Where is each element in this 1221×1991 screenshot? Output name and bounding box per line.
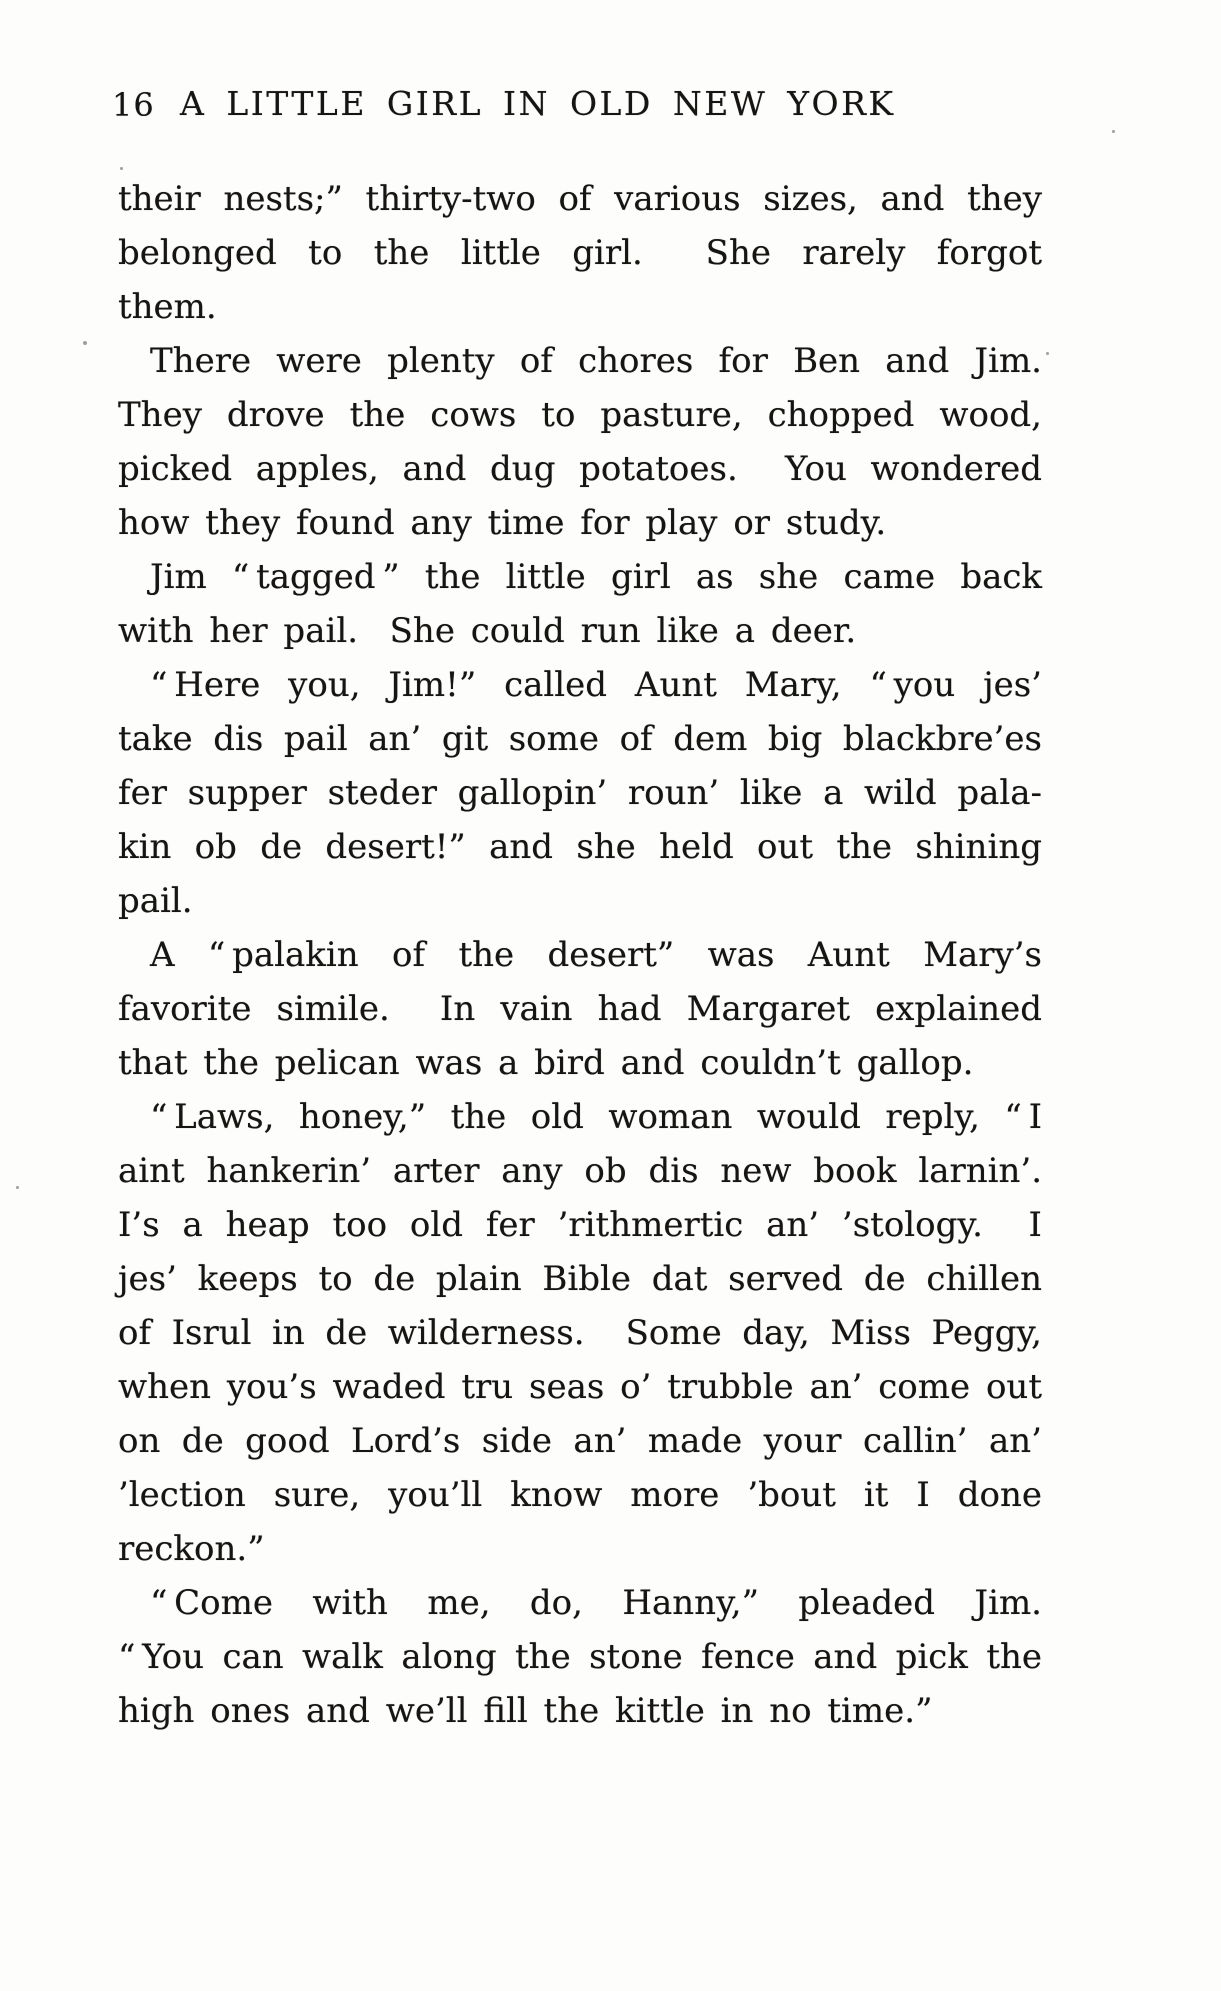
noise-speck — [1112, 130, 1115, 133]
text-line: picked apples, and dug potatoes. You wondered — [118, 449, 1042, 489]
text-line: jes’ keeps to de plain Bible dat served de chillen — [118, 1259, 1042, 1299]
text-line: “ Here you, Jim!” called Aunt Mary, “ you jes’ — [150, 665, 1042, 705]
text-line: ’lection sure, you’ll know more ’bout it I done — [118, 1475, 1042, 1515]
text-line: There were plenty of chores for Ben and Jim. — [150, 341, 1042, 381]
text-line: I’s a heap too old fer ’rithmertic an’ ’stology. I — [118, 1205, 1042, 1245]
text-line: with her pail. She could run like a deer. — [118, 611, 857, 651]
text-line: reckon.” — [118, 1529, 265, 1569]
text-line: “ Laws, honey,” the old woman would reply, “ I — [150, 1097, 1042, 1137]
paragraph — [118, 658, 1042, 928]
paragraph — [118, 334, 1042, 550]
text-line: their nests;” thirty-two of various sizes, and they — [118, 179, 1042, 219]
text-line: “ Come with me, do, Hanny,” pleaded Jim. — [150, 1583, 1042, 1623]
text-line: that the pelican was a bird and couldn’t gallop. — [118, 1043, 974, 1083]
text-line: favorite simile. In vain had Margaret explained — [118, 989, 1042, 1029]
paragraph — [118, 928, 1042, 1090]
page-number: 16 — [112, 86, 155, 124]
paragraph — [118, 1576, 1042, 1738]
text-line: “ You can walk along the stone fence and pick the — [118, 1637, 1042, 1677]
paragraph — [118, 172, 1042, 334]
text-line: take dis pail an’ git some of dem big blackbre’es — [118, 719, 1042, 759]
text-line: belonged to the little girl. She rarely forgot — [118, 233, 1042, 273]
text-line: how they found any time for play or study. — [118, 503, 887, 543]
running-title: A LITTLE GIRL IN OLD NEW YORK — [180, 84, 896, 123]
text-line: high ones and we’ll fill the kittle in no time.” — [118, 1691, 933, 1731]
text-line: aint hankerin’ arter any ob dis new book larnin’. — [118, 1151, 1042, 1191]
text-line: kin ob de desert!” and she held out the shining — [118, 827, 1042, 867]
noise-speck — [83, 341, 87, 345]
text-block — [118, 172, 1042, 1738]
text-line: They drove the cows to pasture, chopped wood, — [118, 395, 1042, 435]
text-line: when you’s waded tru seas o’ trubble an’ come out — [118, 1367, 1042, 1407]
paragraph — [118, 1090, 1042, 1576]
text-line: on de good Lord’s side an’ made your callin’ an’ — [118, 1421, 1042, 1461]
text-line: them. — [118, 287, 217, 327]
paragraph — [118, 550, 1042, 658]
noise-speck — [1046, 352, 1049, 355]
text-line: fer supper steder gallopin’ roun’ like a wild pala- — [118, 773, 1042, 813]
text-line: A “ palakin of the desert” was Aunt Mary’s — [150, 935, 1042, 975]
noise-speck — [120, 167, 123, 170]
text-line: pail. — [118, 881, 193, 921]
text-line: Jim “ tagged ” the little girl as she came back — [150, 557, 1042, 597]
text-line: of Isrul in de wilderness. Some day, Miss Peggy, — [118, 1313, 1042, 1353]
noise-speck — [16, 1186, 19, 1189]
